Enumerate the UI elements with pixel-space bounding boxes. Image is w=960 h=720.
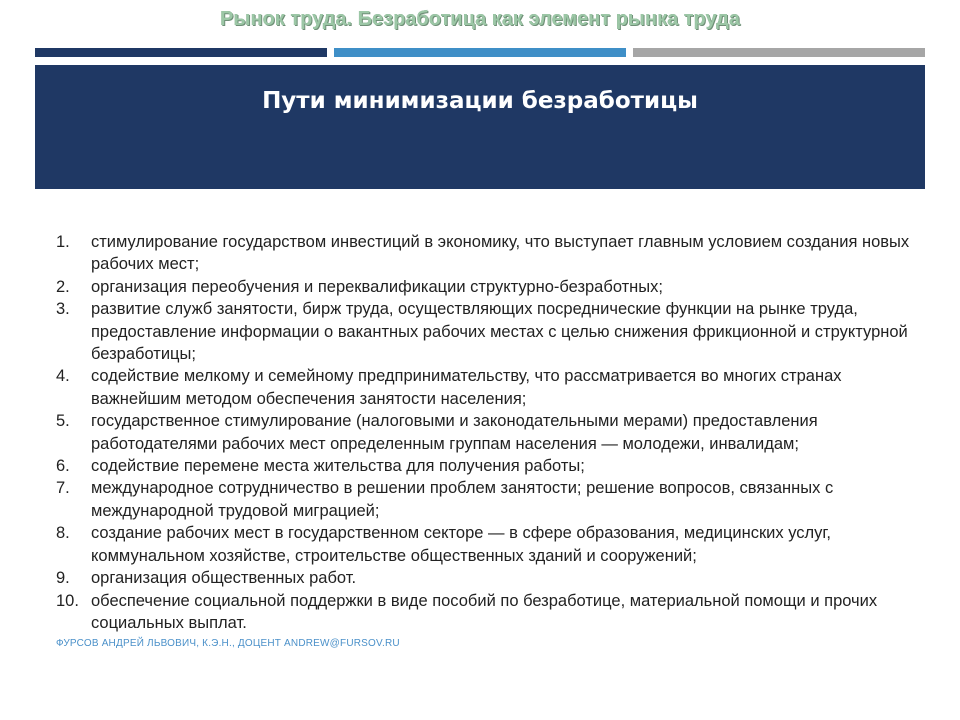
list-item [56,590,928,635]
accent-bar-blue [334,48,626,57]
measures-list [56,231,928,634]
item-text: содействие перемене места жительства для получения работы; [91,457,585,476]
list-item [56,231,928,276]
slide-title: Пути минимизации безработицы [262,88,698,114]
accent-bar-gray [633,48,925,57]
item-number: 6. [56,457,70,476]
item-number: 3. [56,300,70,319]
list-item [56,365,928,410]
list-item [56,410,928,455]
accent-bar-navy [35,48,327,57]
item-number: 9. [56,569,70,588]
item-text: развитие служб занятости, бирж труда, осуществляющих посреднические функции на рынке труда, предоставление информации о вакантных рабочих местах с целью снижения фрикционной и структурной безработицы; [91,300,908,364]
item-number: 8. [56,524,70,543]
list-item [56,455,928,477]
item-number: 7. [56,479,70,498]
item-text: международное сотрудничество в решении проблем занятости; решение вопросов, связанных с международной трудовой миграцией; [91,479,834,520]
list-item [56,567,928,589]
title-banner [35,65,925,189]
list-item [56,477,928,522]
item-text: организация переобучения и переквалификации структурно-безработных; [91,277,663,296]
item-text: стимулирование государством инвестиций в экономику, что выступает главным условием создания новых рабочих мест; [91,233,910,274]
item-number: 2. [56,277,70,296]
item-text: обеспечение социальной поддержки в виде пособий по безработице, материальной помощи и прочих социальных выплат. [91,591,878,632]
slide-section-title: Рынок труда. Безработица как элемент рынка труда [220,8,740,30]
item-number: 10. [56,591,79,610]
list-item [56,298,928,365]
item-text: содействие мелкому и семейному предпринимательству, что рассматривается во многих странах важнейшим методом обеспечения занятости населения; [91,367,842,408]
author-footer: ФУРСОВ АНДРЕЙ ЛЬВОВИЧ, К.Э.Н., ДОЦЕНТ ANDREW@FURSOV.RU [56,638,400,649]
item-text: государственное стимулирование (налоговыми и законодательными мерами) предоставления работодателями рабочих мест определенным группам населения — молодежи, инвалидам; [91,412,818,453]
list-item [56,522,928,567]
item-number: 4. [56,367,70,386]
item-text: организация общественных работ. [91,569,357,588]
item-number: 1. [56,233,70,251]
item-text: создание рабочих мест в государственном секторе — в сфере образования, медицинских услуг, коммунальном хозяйстве, строительстве общественных зданий и сооружений; [91,524,832,565]
item-number: 5. [56,412,70,431]
list-item [56,276,928,298]
